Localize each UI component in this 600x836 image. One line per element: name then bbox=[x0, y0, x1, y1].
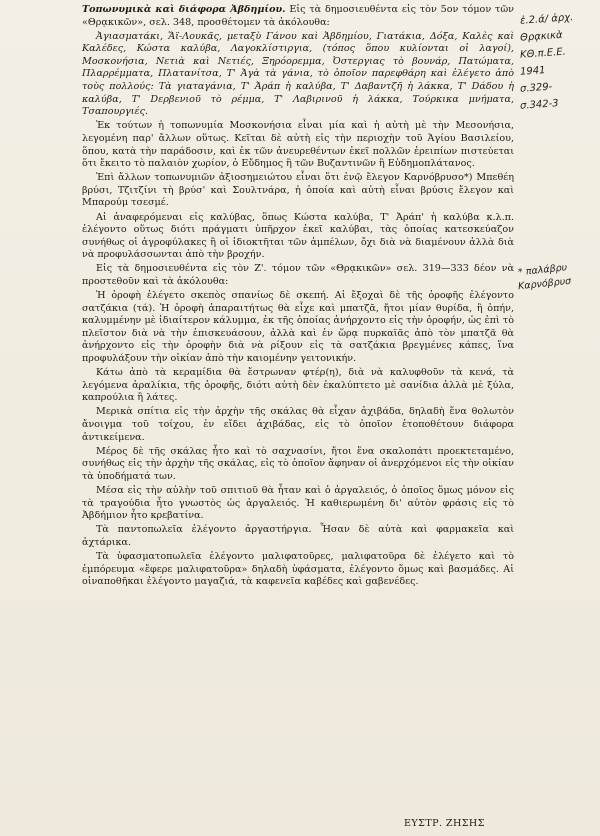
author-signature: ΕΥΣΤΡ. ΖΗΣΗΣ bbox=[404, 818, 485, 829]
margin-note-line: ΚΘ.π.Ε.Ε. bbox=[519, 46, 567, 61]
paragraph-springs: Ἐπὶ ἄλλων τοπωνυμιῶν ἀξιοσημειώτου εἶναι ὅτι ἐνῷ ἔλεγον Καρνόβρυσο*) Μπεθέη βρύσι, Τζιτζίνι τὴ βρύσ' καὶ Σουλτνάρα, ἡ ὁποία καὶ αὐτὴ εἶναι βρύσις ἔλεγον καὶ Μπαρούμ τσεσμέ. bbox=[82, 172, 514, 209]
handwritten-margin-note-side bbox=[517, 262, 600, 293]
handwritten-margin-note-top bbox=[520, 10, 600, 112]
paragraph-tiles: Κάτω ἀπὸ τὰ κεραμίδια θὰ ἔστρωναν φτέρ(η), διὰ νὰ καλυφθοῦν τὰ κενά, τὰ λεγόμενα ἀραλίκια, τῆς ὀροφῆς, διότι αὐτὴ δὲν ἐκαλύπτετο μὲ σανίδια ἀλλὰ μὲ ξύλα, καπρούλια ἢ λάτες. bbox=[82, 367, 514, 404]
margin-note-line: σ.329- bbox=[519, 81, 553, 95]
paragraph-toponyms: Ἀγιασματάκι, Ἅϊ-Λουκᾶς, μεταξὺ Γάνου καὶ Ἀβδημίου, Γιατάκια, Δόξα, Καλὲς καὶ Καλέδες, Κώστα καλύβα, Λαγοκλίστιργια, (τόπος ὅπου κυλίονται οἱ λαγοί), Μοσκονήσια, Νετιὰ καὶ Νετιές, Ξηρόορεμμα, Ὀστεργιας τὸ βουνάρ, Πατώματα, Πλαρρέμματα, Πλατανίτσα, Τ' Ἀγὰ τὰ γάνια, τὸ ὁποῖον παρεφθάρη καὶ ἐλέγετο ἀπὸ τοὺς πολλούς: Τὰ γιαταγάνια, Τ' Ἀράπ ἡ καλύβα, Τ' Δαβαντζῆ ἡ λάκκα, Τ' Dάδου ἡ καλύβα, Τ' Dερβενιοῦ τὸ ρέμμα, Τ' Λαβιρινοῦ ἡ λάκκα, Τούρκικα μνήματα, Τσαπουργιές. bbox=[82, 30, 514, 118]
margin-note-line: Θρᾳκικὰ bbox=[519, 29, 563, 44]
article-title: Τοπωνυμικὰ καὶ διάφορα Ἀβδημίου. bbox=[82, 4, 286, 15]
paragraph-loom: Μέσα εἰς τὴν αὐλὴν τοῦ σπιτιοῦ θὰ ἦταν καὶ ὁ ἀργαλειός, ὁ ὁποῖος ὅμως μόνον εἰς τὰ τραγούδια ἦτο γνωστὸς ὡς ἀργαλειός. Ἡ καθιερωμένη δι' αὐτὸν φράσις εἰς τὸ Ἀβδήμιον ἦτο κρεβατίνα. bbox=[82, 484, 514, 522]
paragraph-roof: Ἡ ὀροφὴ ἐλέγετο σκεπὸς σπανίως δὲ σκεπή. Αἱ ἔξοχαὶ δὲ τῆς ὀροφῆς ἐλέγοντο σατζάκια (τά). Ἡ ὀροφὴ ἀπαραιτήτως θὰ εἶχε καὶ μπατζᾶ, ἤτοι μίαν θυρίδα, ἢ ὀπήν, καλυμμένην μὲ ἰδιαίτερον κάλυμμα, ἐκ τῆς ὁποίας ἀνήρχοντο εἰς τὴν ὀροφήν, ὡς ἐπὶ τὸ πλεῖστον διὰ νὰ τὴν ἐπισκευάσουν, ἀλλὰ καὶ ἐν ὥρᾳ πυρκαϊᾶς ἀπὸ τὸν μπατζᾶ θὰ ἀνήρχοντο εἰς τὴν ὀροφὴν διὰ νὰ ρίξουν εἰς τὰ σατζάκια βρεγμένες κάπες, ἵνα προφυλάξουν τὴν οἰκίαν ἀπὸ τὴν καιομένην γειτονικήν. bbox=[82, 290, 514, 365]
paragraph-volume-z: Εἰς τὰ δημοσιευθέντα εἰς τὸν Ζ'. τόμον τῶν «Θρᾳκικῶν» σελ. 319—333 δέον νὰ προστεθοῦν καὶ τὰ ἀκόλουθα: bbox=[82, 263, 514, 287]
margin-note-line: ἐ.2.ά/ ἀρχ. bbox=[519, 12, 574, 27]
paragraph-huts: Αἱ ἀναφερόμεναι εἰς καλύβας, ὅπως Κώστα καλύβα, Τ' Ἀράπ' ἡ καλύβα κ.λ.π. ἐλέγοντο οὕτως διότι πράγματι ὑπῆρχον ἐκεῖ καλύβαι, τὰς ὁποίας κατεσκεύαζον συνήθως οἱ ἀγροφύλακες ἢ οἱ ἰδιοκτῆται τῶν ἀμπέλων, ὄχι διὰ νὰ διαμένουν ἀλλὰ διὰ νὰ προφυλάσσωνται ἀπὸ τὴν βροχήν. bbox=[82, 211, 514, 261]
paragraph-textiles: Τὰ ὑφασματοπωλεῖα ἐλέγοντο μαλιφατοῦρες, μαλιφατοῦρα δὲ ἐλέγετο καὶ τὸ ἐμπόρευμα «ἔφερε μαλιφατοῦρα» δηλαδὴ ὑφάσματα, ἐλέγοντο ὅμως καὶ βασμάδες. Αἱ οἰναποθῆκαι ἐλέγοντο μαγαζιά, τὰ καφενεῖα καβέδες καὶ gαβενέδες. bbox=[82, 550, 514, 588]
margin-note-line: Καρνόβρυσ bbox=[517, 275, 572, 293]
paragraph-achivada: Μερικὰ σπίτια εἰς τὴν ἀρχὴν τῆς σκάλας θὰ εἶχαν ἀχιβάδα, δηλαδὴ ἕνα θολωτὸν ἄνοιγμα τοῦ τοίχου, ἐν εἴδει ἀχιβάδας, εἰς τὸ ὁποῖον ἐτοποθέτουν διάφορα ἀντικείμενα. bbox=[82, 406, 514, 443]
paragraph-sachnasini: Μέρος δὲ τῆς σκάλας ἦτο καὶ τὸ σαχνασίνι, ἤτοι ἕνα σκαλοπάτι προεκτεταμένο, συνήθως εἰς τὴν ἀρχὴν τῆς σκάλας, εἰς τὸ ὁποῖον ἄφηναν οἱ ἀνερχόμενοι εἰς τὴν οἰκίαν τὰ ὑποδήματά των. bbox=[82, 445, 514, 482]
margin-note-line: σ.342-3 bbox=[519, 98, 559, 112]
article-body bbox=[82, 4, 514, 590]
paragraph-intro bbox=[82, 4, 514, 29]
paragraph-moskonisia: Ἐκ τούτων ἡ τοπωνυμία Μοσκονήσια εἶναι μία καὶ ἡ αὐτὴ μὲ τὴν Μεσονήσια, λεγομένη παρ' ἄλλων οὕτως. Κεῖται δὲ αὐτὴ εἰς τὴν περιοχὴν τοῦ Ἁγίου Βασιλείου, ὅπου, κατὰ τὴν παράδοσιν, καὶ ἐκ τῶν ἀνευρεθέντων ἐκεῖ πολλῶν ἐρειπίων πιστεύεται ὅτι ἔκειτο τὸ παλαιὸν χωρίον, ὁ Εὔδημος ἢ τῶν Βυζαντινῶν ἢ Εὐδημοπλάτανος. bbox=[82, 120, 514, 170]
margin-note-line: 1941 bbox=[519, 65, 546, 78]
intro-text: Εἰς τὰ δημοσιευθέντα εἰς τὸν 5ον τόμον τῶν «Θρᾳκικῶν», σελ. 348, προσθέτομεν τὰ ἀκόλουθα: bbox=[82, 4, 514, 28]
paragraph-shops: Τὰ παντοπωλεῖα ἐλέγοντο ἀργαστήργια. Ἦσαν δὲ αὐτὰ καὶ φαρμακεῖα καὶ ἀχτάρικα. bbox=[82, 524, 514, 548]
margin-note-line: * παλάβρυ bbox=[517, 262, 568, 279]
